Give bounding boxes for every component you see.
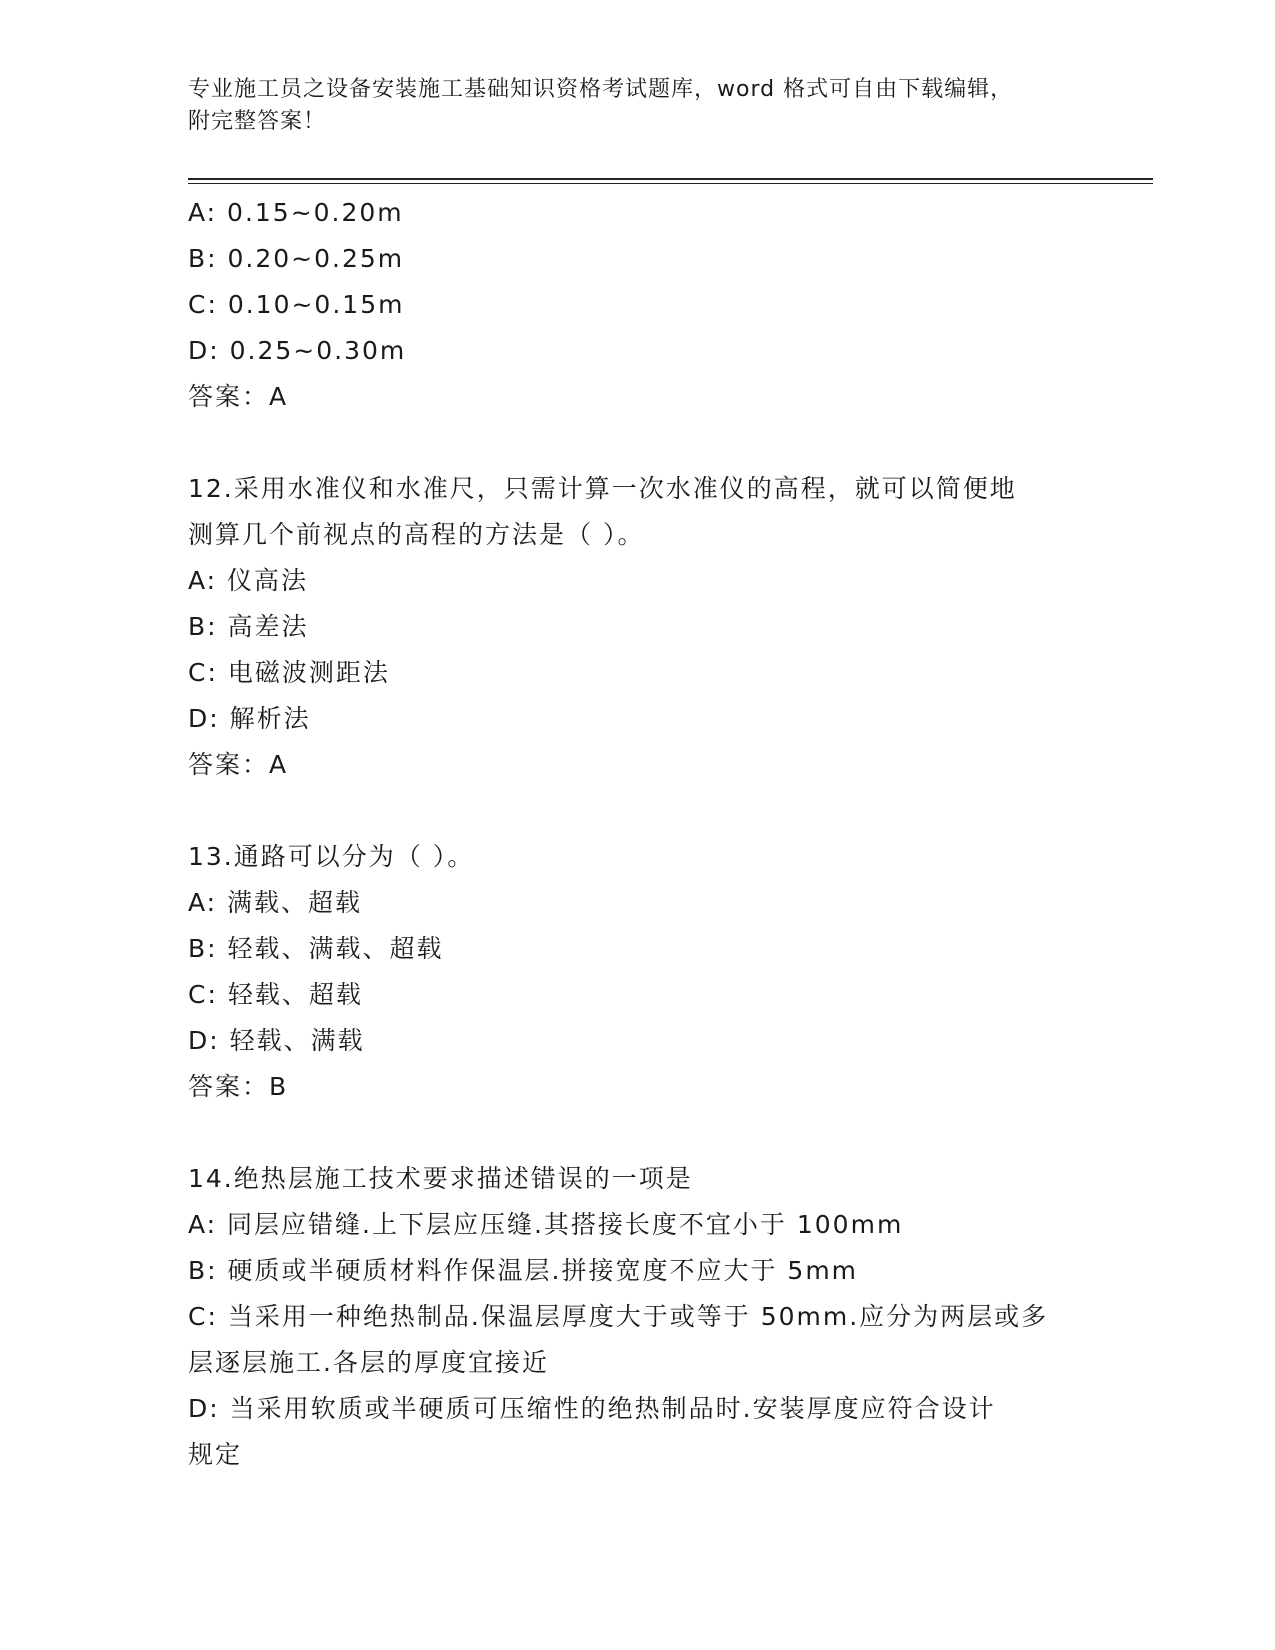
spacer — [188, 788, 1088, 834]
spacer — [188, 420, 1088, 466]
option-a: A: 0.15~0.20m — [188, 198, 404, 227]
option-d: D: 解析法 — [188, 704, 311, 733]
question-stem: 14.绝热层施工技术要求描述错误的一项是 — [188, 1164, 693, 1193]
option-b: B: 轻载、满载、超载 — [188, 934, 444, 963]
option-c: C: 轻载、超载 — [188, 980, 363, 1009]
option-c: C: 当采用一种绝热制品.保温层厚度大于或等于 50mm.应分为两层或多 — [188, 1302, 1049, 1331]
option-b: B: 硬质或半硬质材料作保温层.拼接宽度不应大于 5mm — [188, 1256, 859, 1285]
header-divider — [188, 178, 1153, 180]
answer: 答案：A — [188, 382, 289, 411]
question-11 — [188, 190, 1088, 420]
option-d: D: 轻载、满载 — [188, 1026, 365, 1055]
question-13 — [188, 834, 1088, 1110]
question-stem: 12.采用水准仪和水准尺，只需计算一次水准仪的高程，就可以简便地 — [188, 474, 1017, 503]
answer: 答案：B — [188, 1072, 289, 1101]
document-header — [188, 74, 1088, 138]
option-c: C: 电磁波测距法 — [188, 658, 390, 687]
question-12 — [188, 466, 1088, 788]
option-c: C: 0.10~0.15m — [188, 290, 405, 319]
question-list — [188, 190, 1088, 1478]
question-stem-cont: 测算几个前视点的高程的方法是（ ）。 — [188, 520, 645, 549]
option-c-cont: 层逐层施工.各层的厚度宜接近 — [188, 1348, 549, 1377]
option-a: A: 同层应错缝.上下层应压缝.其搭接长度不宜小于 100mm — [188, 1210, 904, 1239]
option-d-cont: 规定 — [188, 1440, 243, 1469]
answer: 答案：A — [188, 750, 289, 779]
header-line-2: 附完整答案！ — [188, 109, 327, 134]
option-d: D: 当采用软质或半硬质可压缩性的绝热制品时.安装厚度应符合设计 — [188, 1394, 996, 1423]
header-divider-thin — [188, 183, 1153, 184]
header-line-1: 专业施工员之设备安装施工基础知识资格考试题库，word 格式可自由下载编辑， — [188, 77, 1014, 102]
option-b: B: 0.20~0.25m — [188, 244, 405, 273]
option-b: B: 高差法 — [188, 612, 309, 641]
question-14 — [188, 1156, 1088, 1478]
question-stem: 13.通路可以分为（ ）。 — [188, 842, 475, 871]
option-a: A: 满载、超载 — [188, 888, 363, 917]
option-d: D: 0.25~0.30m — [188, 336, 407, 365]
spacer — [188, 1110, 1088, 1156]
option-a: A: 仪高法 — [188, 566, 309, 595]
